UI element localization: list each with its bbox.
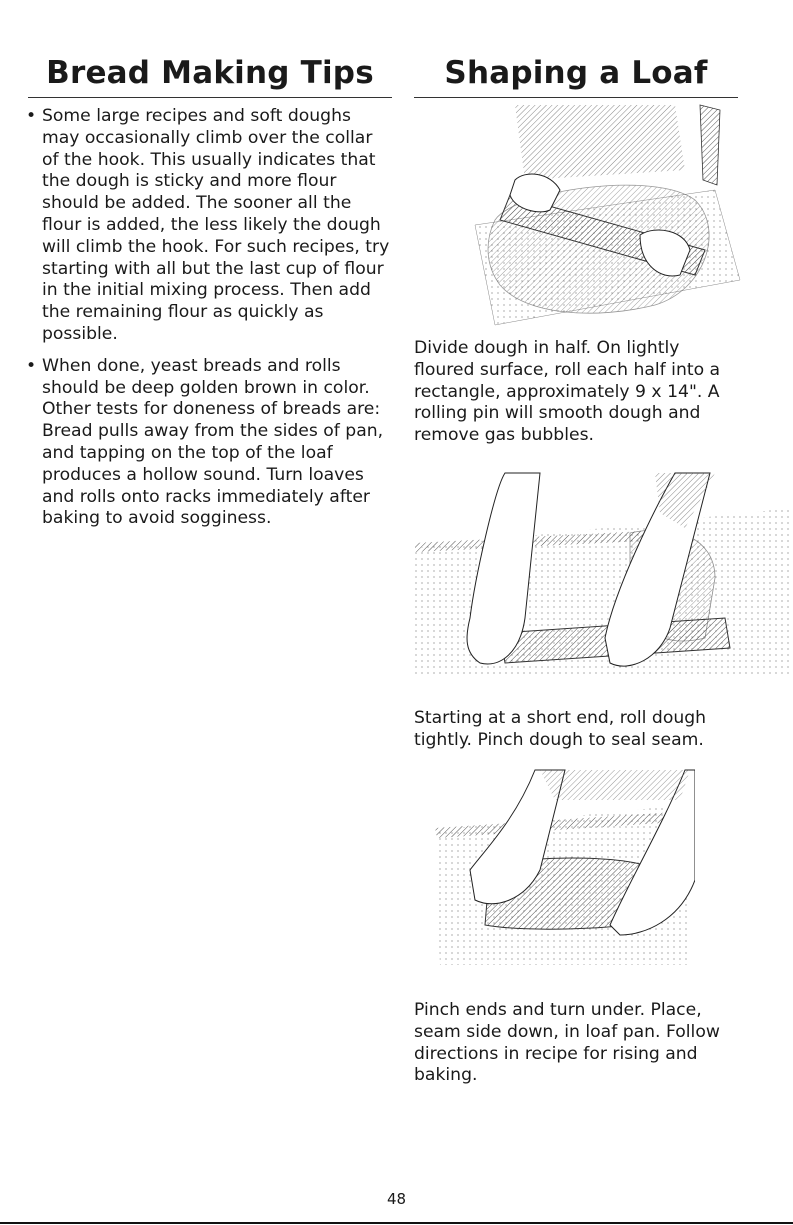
bread-making-tips-heading: Bread Making Tips [28,55,392,98]
step-1-text: Divide dough in half. On lightly floured surface, roll each half into a rectangle, approximately 9 x 14". A rolling pin will smooth dough and remove gas bubbles. [414,338,721,446]
tips-list [22,106,392,540]
hands-pinching-loaf-ends-illustration [415,760,695,968]
bottom-rule [0,1222,793,1224]
tip-item: • When done, yeast breads and rolls should be deep golden brown in color. Other tests for doneness of breads are: Bread pulls away from the sides of pan, and tapping on the top of the loaf produces a hollow sound. Turn loaves and rolls onto racks immediately after baking to avoid sogginess. [22,356,392,530]
page-number: 48 [386,1190,407,1208]
hands-rolling-dough-illustration [415,468,793,680]
rolling-pin-rolling-dough-illustration [455,100,745,335]
step-3-text: Pinch ends and turn under. Place, seam side down, in loaf pan. Follow directions in recipe for rising and baking. [414,1000,720,1086]
tip-item: • Some large recipes and soft doughs may occasionally climb over the collar of the hook. This usually indicates that the dough is sticky and more flour should be added. The sooner all the flour is added, the less likely the dough will climb the hook. For such recipes, try starting with all but the last cup of flour in the initial mixing process. Then add the remaining flour as quickly as possible. [22,106,392,346]
shaping-a-loaf-heading: Shaping a Loaf [414,55,738,98]
step-2-text: Starting at a short end, roll dough tightly. Pinch dough to seal seam. [414,708,707,750]
